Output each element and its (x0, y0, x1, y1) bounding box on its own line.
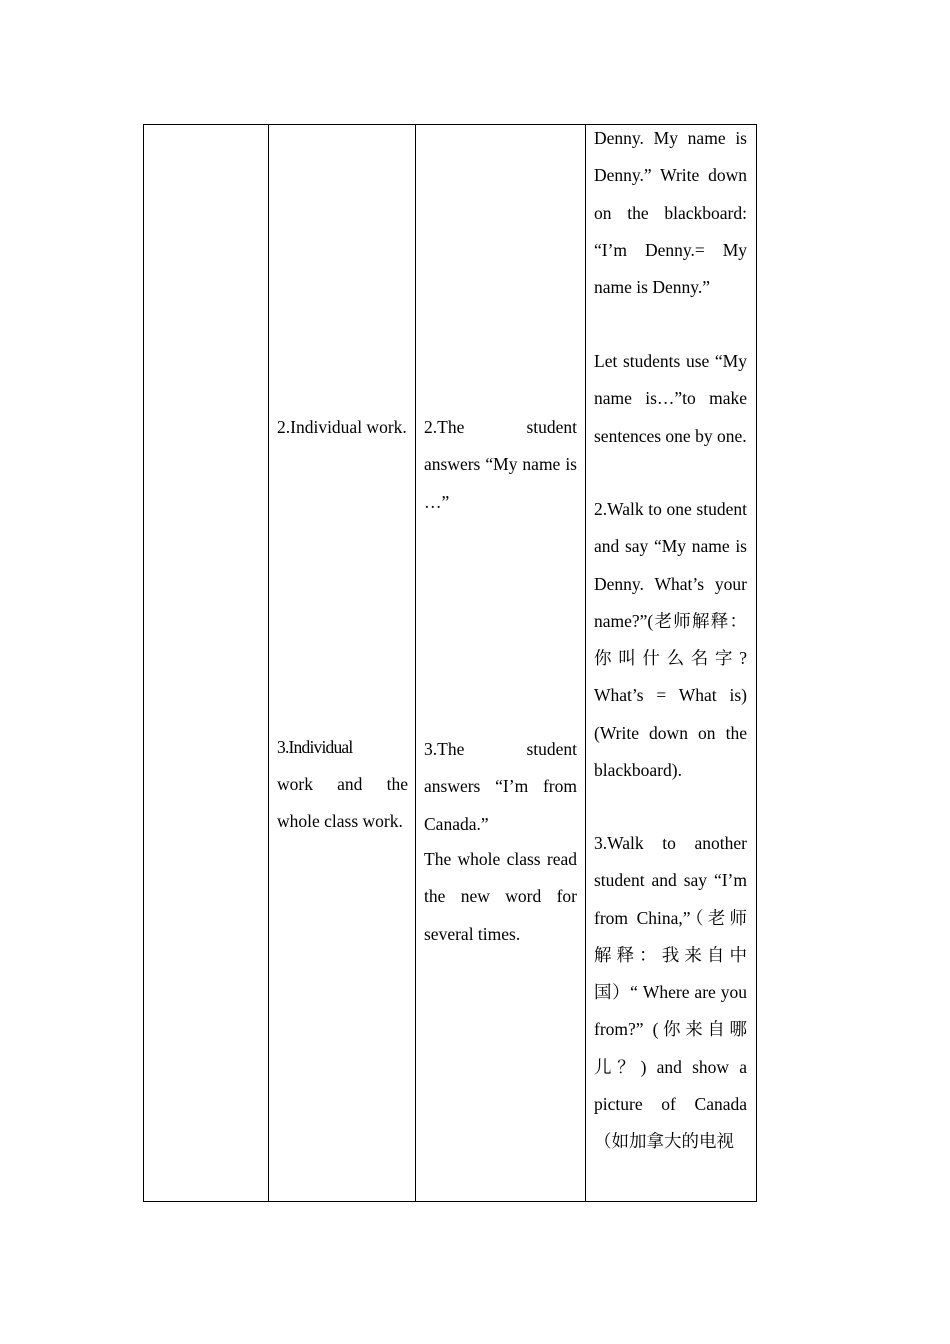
method-step-3-heading: 3.Individual (277, 737, 353, 757)
method-cell (269, 125, 416, 1202)
student-step-3: 3.The student answers “I’m from Canada.” (424, 739, 577, 834)
teacher-activity-cell (586, 125, 757, 1202)
teacher-step-2: 2.Walk to one student and say “My name is Denny. What’s your name?”(老师解释：你叫什么名字? What’s = What is) (Write down on the blackboard). (594, 499, 747, 781)
teacher-sentence-practice: Let students use “My name is…”to make sentences one by one. (594, 351, 747, 446)
teacher-step-3: 3.Walk to another student and say “I’m from China,”（老师解释：我来自中国）“ Where are you from?” (你来自哪儿？) and show a picture of Canada（如加拿大的电视 (594, 833, 747, 1152)
student-activity-cell (416, 125, 586, 1202)
lesson-plan-table (143, 124, 757, 1202)
teacher-intro-text: Denny. My name is Denny.” Write down on the blackboard: “I’m Denny.= My name is Denny.” (594, 128, 747, 298)
table-row (144, 125, 757, 1202)
method-step-3: work and the whole class work. (277, 774, 408, 832)
stage-cell (144, 125, 269, 1202)
student-step-2: 2.The student answers “My name is …” (424, 417, 577, 512)
method-step-2: 2.Individual work. (277, 417, 407, 437)
student-whole-class: The whole class read the new word for several times. (424, 849, 577, 944)
